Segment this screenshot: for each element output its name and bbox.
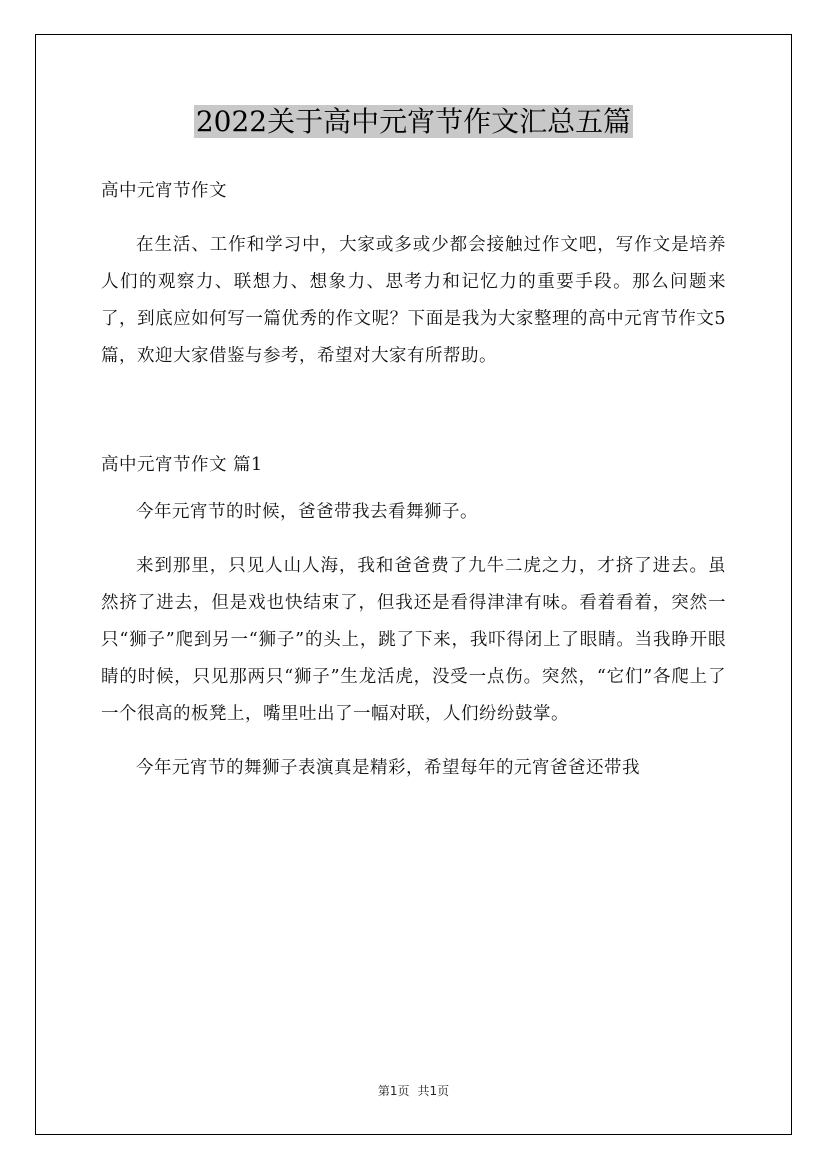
section1-paragraph-1: 今年元宵节的时候，爸爸带我去看舞狮子。 xyxy=(136,502,478,522)
section1-paragraph-3: 今年元宵节的舞狮子表演真是精彩，希望每年的元宵爸爸还带我 xyxy=(136,758,640,778)
page-footer xyxy=(0,1083,827,1099)
intro-heading: 高中元宵节作文 xyxy=(101,181,227,201)
section1-heading: 高中元宵节作文 篇1 xyxy=(101,455,263,475)
intro-paragraph: 在生活、工作和学习中，大家或多或少都会接触过作文吧，写作文是培养人们的观察力、联想力、想象力、思考力和记忆力的重要手段。那么问题来了，到底应如何写一篇优秀的作文呢？下面是我为大家整理的高中元宵节作文5篇，欢迎大家借鉴与参考，希望对大家有所帮助。 xyxy=(101,235,726,366)
document-body xyxy=(101,173,726,787)
page-total: 共1页 xyxy=(417,1084,450,1098)
page-number: 第1页 xyxy=(377,1084,410,1098)
document-title-block xyxy=(0,102,827,142)
section1-paragraph-2: 来到那里，只见人山人海，我和爸爸费了九牛二虎之力，才挤了进去。虽然挤了进去，但是戏也快结束了，但我还是看得津津有味。看着看着，突然一只“狮子”爬到另一“狮子”的头上，跳了下来，我吓得闭上了眼睛。当我睁开眼睛的时候，只见那两只“狮子”生龙活虎，没受一点伤。突然，“它们”各爬上了一个很高的板凳上，嘴里吐出了一幅对联，人们纷纷鼓掌。 xyxy=(101,556,726,724)
document-title: 2022关于高中元宵节作文汇总五篇 xyxy=(195,105,632,138)
